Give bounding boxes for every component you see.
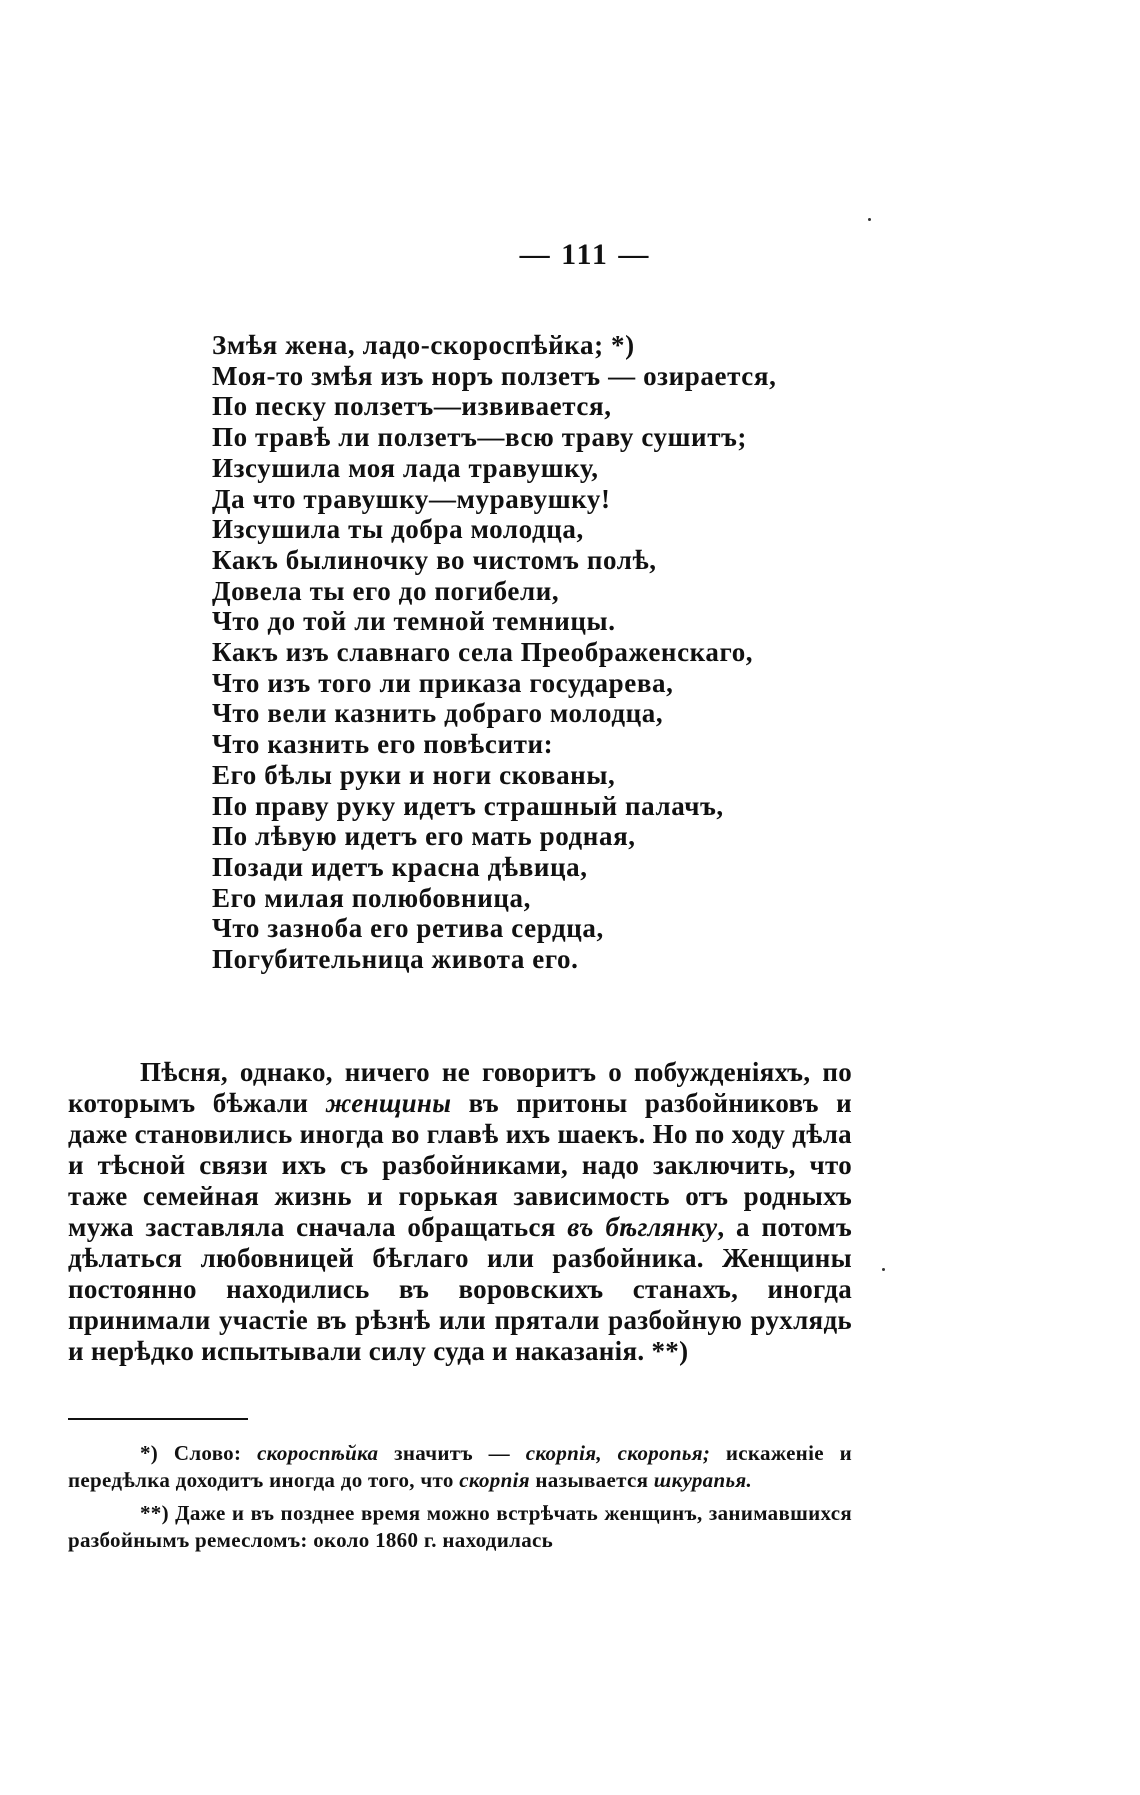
footnote-text: искаженіе и передѣлка доходитъ иногда до того, что (68, 1441, 853, 1492)
footnote-emphasis: скороспѣйка (257, 1441, 379, 1465)
footnote-emphasis: шкурапья. (653, 1468, 753, 1492)
poem-line: Да что травушку—муравушку! (212, 483, 611, 514)
poem-line: Что вели казнить добраго молодца, (212, 698, 664, 729)
poem (212, 330, 852, 975)
poem-line: По травѣ ли ползетъ—всю траву сушитъ; (212, 422, 748, 453)
footnote-2: **) Даже и въ позднее время можно встрѣчать женщинъ, занимавшихся разбойнымъ ремесломъ: около 1860 г. находилась (68, 1501, 852, 1552)
poem-line: Какъ изъ славнаго села Преображенскаго, (212, 637, 754, 668)
poem-line: По песку ползетъ—извивается, (212, 391, 612, 422)
footnote-1 (68, 1440, 852, 1494)
poem-line: Что изъ того ли приказа государева, (212, 667, 674, 698)
poem-line: Довела ты его до погибели, (212, 575, 560, 606)
poem-line: Изсушила ты добра молодца, (212, 514, 584, 545)
prose-text: въ притоны разбойниковъ и даже становились иногда во главѣ ихъ шаекъ. Но по ходу дѣла и тѣсной связи ихъ съ разбойниками, надо заключить, что таже семейная жизнь и горькая зависимость отъ родныхъ мужа заставляла сначала обращаться (68, 1088, 852, 1242)
poem-line: Позади идетъ красна дѣвица, (212, 851, 588, 882)
prose-emphasis: женщины (325, 1088, 452, 1118)
poem-line: Моя-то змѣя изъ норъ ползетъ — озирается, (212, 360, 777, 391)
footnote-divider (68, 1418, 248, 1420)
prose-paragraph (68, 1057, 852, 1367)
poem-line: Его милая полюбовница, (212, 882, 531, 913)
footnotes (68, 1440, 852, 1560)
footnote-emphasis: скорпія (459, 1468, 530, 1492)
prose-text: Пѣсня, однако, ничего не говоритъ о побужденіяхъ, по которымъ бѣжали (68, 1057, 852, 1118)
footnote-text: *) Слово: (140, 1441, 258, 1465)
prose-text: , а потомъ дѣлаться любовницей бѣглаго или разбойника. Женщины постоянно находились въ воровскихъ станахъ, иногда принимали участіе въ рѣзнѣ или прятали разбойную рухлядь и нерѣдко испытывали силу суда и наказанія. **) (68, 1212, 853, 1366)
footnote-text: значитъ — (378, 1441, 526, 1465)
poem-line: Изсушила моя лада травушку, (212, 452, 599, 483)
prose-emphasis: въ бѣглянку (567, 1212, 718, 1242)
poem-line: Погубительница живота его. (212, 944, 579, 975)
poem-line: Что казнить его повѣсити: (212, 729, 554, 760)
scan-speck (882, 1268, 885, 1271)
poem-line: Что до той ли темной темницы. (212, 606, 616, 637)
poem-line: Что зазноба его ретива сердца, (212, 913, 604, 944)
footnote-text: называется (529, 1468, 654, 1492)
poem-line: Его бѣлы руки и ноги скованы, (212, 759, 616, 790)
scan-speck (868, 218, 871, 221)
footnote-emphasis: скорпія, скоропья; (525, 1441, 711, 1465)
poem-line: По праву руку идетъ страшный палачъ, (212, 790, 724, 821)
poem-line: Змѣя жена, ладо-скороспѣйка; *) (212, 330, 635, 360)
poem-line: Какъ былиночку во чистомъ полѣ, (212, 544, 657, 575)
page-number: — 111 — (519, 238, 651, 271)
poem-line: По лѣвую идетъ его мать родная, (212, 821, 636, 852)
